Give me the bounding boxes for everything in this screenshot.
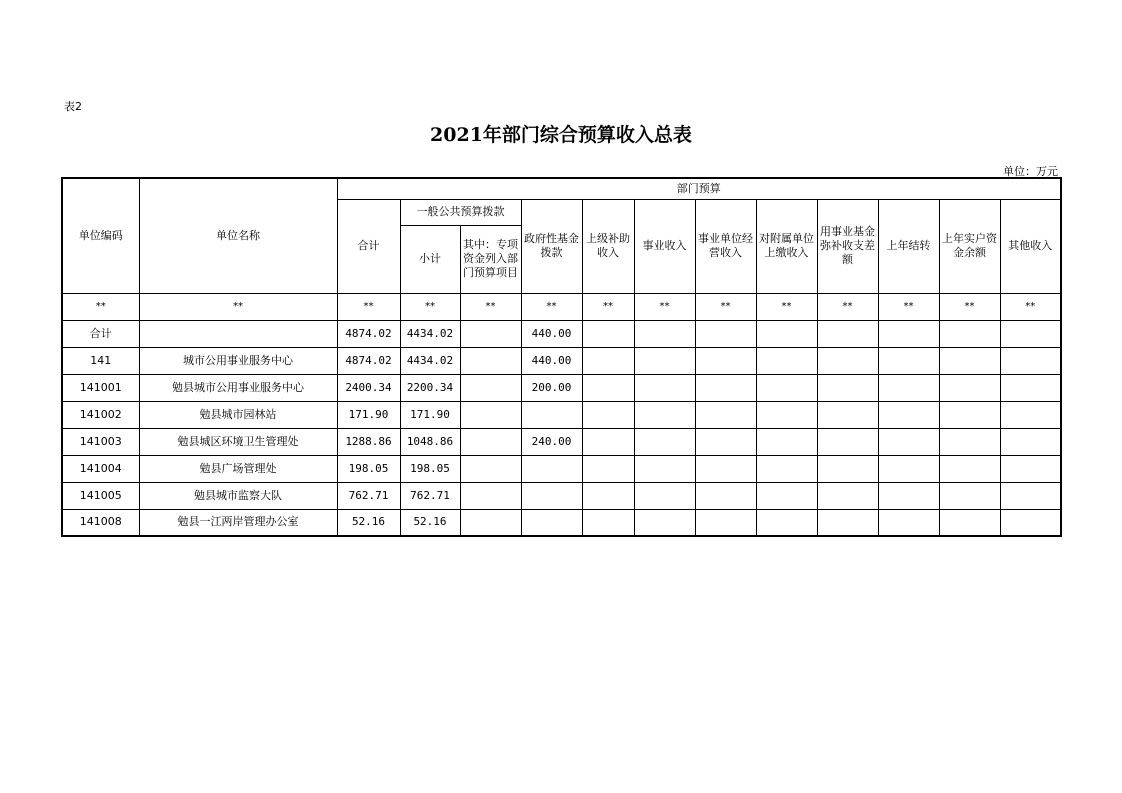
marker-cell: ** <box>756 293 817 320</box>
unit-code-cell: 141008 <box>62 509 139 536</box>
empty-cell <box>695 347 756 374</box>
subtotal-cell: 2200.34 <box>400 374 460 401</box>
subtotal-cell: 4434.02 <box>400 320 460 347</box>
empty-cell <box>756 347 817 374</box>
total-cell: 171.90 <box>337 401 400 428</box>
empty-cell <box>634 347 695 374</box>
total-cell: 762.71 <box>337 482 400 509</box>
total-cell: 4874.02 <box>337 347 400 374</box>
unit-label: 单位：万元 <box>1003 165 1058 178</box>
empty-cell <box>695 374 756 401</box>
special-funds-cell <box>460 320 521 347</box>
empty-cell <box>878 428 939 455</box>
empty-cell <box>1000 347 1061 374</box>
sheet-label: 表2 <box>64 100 82 113</box>
empty-cell <box>817 347 878 374</box>
header-dept-budget: 部门预算 <box>337 178 1061 199</box>
total-cell: 1288.86 <box>337 428 400 455</box>
header-subtotal: 小计 <box>400 225 460 293</box>
gov-fund-cell <box>521 482 582 509</box>
budget-table <box>61 177 1062 537</box>
header-fund-compensation: 用事业基金弥补收支差额 <box>817 199 878 293</box>
special-funds-cell <box>460 482 521 509</box>
empty-cell <box>695 509 756 536</box>
marker-cell: ** <box>939 293 1000 320</box>
marker-cell: ** <box>817 293 878 320</box>
total-cell: 52.16 <box>337 509 400 536</box>
table-row <box>62 509 1061 536</box>
marker-cell: ** <box>1000 293 1061 320</box>
unit-name-cell: 勉县一江两岸管理办公室 <box>139 509 337 536</box>
marker-cell: ** <box>460 293 521 320</box>
empty-cell <box>582 455 634 482</box>
unit-name-cell: 勉县城市监察大队 <box>139 482 337 509</box>
empty-cell <box>878 401 939 428</box>
empty-cell <box>695 428 756 455</box>
page-title: 2021年部门综合预算收入总表 <box>430 124 692 146</box>
empty-cell <box>817 320 878 347</box>
empty-cell <box>1000 509 1061 536</box>
unit-code-cell: 141003 <box>62 428 139 455</box>
empty-cell <box>939 374 1000 401</box>
empty-cell <box>817 374 878 401</box>
total-cell: 2400.34 <box>337 374 400 401</box>
empty-cell <box>634 320 695 347</box>
subtotal-cell: 762.71 <box>400 482 460 509</box>
header-prev-balance: 上年实户资金余额 <box>939 199 1000 293</box>
marker-cell: ** <box>695 293 756 320</box>
empty-cell <box>695 401 756 428</box>
unit-code-cell: 141 <box>62 347 139 374</box>
empty-cell <box>939 428 1000 455</box>
unit-code-cell: 141004 <box>62 455 139 482</box>
table-row <box>62 455 1061 482</box>
empty-cell <box>1000 482 1061 509</box>
header-unit-code: 单位编码 <box>62 178 139 293</box>
gov-fund-cell: 440.00 <box>521 347 582 374</box>
subtotal-cell: 1048.86 <box>400 428 460 455</box>
gov-fund-cell <box>521 455 582 482</box>
empty-cell <box>582 401 634 428</box>
empty-cell <box>817 509 878 536</box>
empty-cell <box>878 482 939 509</box>
header-gov-fund: 政府性基金拨款 <box>521 199 582 293</box>
header-other-income: 其他收入 <box>1000 199 1061 293</box>
header-affiliated-remit: 对附属单位上缴收入 <box>756 199 817 293</box>
marker-cell: ** <box>400 293 460 320</box>
special-funds-cell <box>460 428 521 455</box>
marker-cell: ** <box>878 293 939 320</box>
gov-fund-cell <box>521 509 582 536</box>
header-prev-carryover: 上年结转 <box>878 199 939 293</box>
table-row <box>62 401 1061 428</box>
empty-cell <box>582 347 634 374</box>
empty-cell <box>1000 320 1061 347</box>
empty-cell <box>582 509 634 536</box>
unit-name-cell: 勉县城市园林站 <box>139 401 337 428</box>
unit-code-cell: 141001 <box>62 374 139 401</box>
empty-cell <box>878 320 939 347</box>
unit-name-cell: 勉县城区环境卫生管理处 <box>139 428 337 455</box>
empty-cell <box>582 482 634 509</box>
empty-cell <box>695 482 756 509</box>
empty-cell <box>582 320 634 347</box>
total-cell: 198.05 <box>337 455 400 482</box>
gov-fund-cell: 200.00 <box>521 374 582 401</box>
subtotal-cell: 52.16 <box>400 509 460 536</box>
unit-name-cell <box>139 320 337 347</box>
subtotal-cell: 171.90 <box>400 401 460 428</box>
unit-code-cell: 141005 <box>62 482 139 509</box>
header-unit-name: 单位名称 <box>139 178 337 293</box>
unit-code-cell: 141002 <box>62 401 139 428</box>
empty-cell <box>1000 455 1061 482</box>
empty-cell <box>878 509 939 536</box>
unit-name-cell: 勉县广场管理处 <box>139 455 337 482</box>
special-funds-cell <box>460 374 521 401</box>
empty-cell <box>756 455 817 482</box>
empty-cell <box>939 401 1000 428</box>
gov-fund-cell <box>521 401 582 428</box>
empty-cell <box>756 401 817 428</box>
special-funds-cell <box>460 509 521 536</box>
unit-name-cell: 城市公用事业服务中心 <box>139 347 337 374</box>
header-business-income: 事业收入 <box>634 199 695 293</box>
table-row <box>62 347 1061 374</box>
empty-cell <box>756 509 817 536</box>
empty-cell <box>1000 428 1061 455</box>
unit-code-cell: 合计 <box>62 320 139 347</box>
empty-cell <box>939 482 1000 509</box>
empty-cell <box>634 455 695 482</box>
empty-cell <box>939 509 1000 536</box>
empty-cell <box>1000 374 1061 401</box>
marker-cell: ** <box>582 293 634 320</box>
empty-cell <box>1000 401 1061 428</box>
empty-cell <box>695 320 756 347</box>
empty-cell <box>878 374 939 401</box>
empty-cell <box>817 401 878 428</box>
empty-cell <box>634 428 695 455</box>
empty-cell <box>582 374 634 401</box>
marker-cell: ** <box>139 293 337 320</box>
table-body <box>62 320 1061 536</box>
total-cell: 4874.02 <box>337 320 400 347</box>
empty-cell <box>878 347 939 374</box>
special-funds-cell <box>460 401 521 428</box>
empty-cell <box>756 428 817 455</box>
empty-cell <box>634 509 695 536</box>
header-superior-subsidy: 上级补助收入 <box>582 199 634 293</box>
empty-cell <box>817 428 878 455</box>
header-total: 合计 <box>337 199 400 293</box>
table-row <box>62 482 1061 509</box>
table-row <box>62 320 1061 347</box>
subtotal-cell: 4434.02 <box>400 347 460 374</box>
empty-cell <box>634 482 695 509</box>
empty-cell <box>634 374 695 401</box>
subtotal-cell: 198.05 <box>400 455 460 482</box>
empty-cell <box>939 320 1000 347</box>
empty-cell <box>582 428 634 455</box>
empty-cell <box>756 320 817 347</box>
empty-cell <box>695 455 756 482</box>
empty-cell <box>634 401 695 428</box>
empty-cell <box>878 455 939 482</box>
unit-name-cell: 勉县城市公用事业服务中心 <box>139 374 337 401</box>
table-row <box>62 428 1061 455</box>
empty-cell <box>817 455 878 482</box>
marker-cell: ** <box>521 293 582 320</box>
special-funds-cell <box>460 347 521 374</box>
marker-cell: ** <box>337 293 400 320</box>
empty-cell <box>756 374 817 401</box>
header-general-public: 一般公共预算拨款 <box>400 199 521 225</box>
marker-cell: ** <box>62 293 139 320</box>
marker-cell: ** <box>634 293 695 320</box>
gov-fund-cell: 240.00 <box>521 428 582 455</box>
header-special-funds: 其中：专项资金列入部门预算项目 <box>460 225 521 293</box>
special-funds-cell <box>460 455 521 482</box>
empty-cell <box>756 482 817 509</box>
empty-cell <box>939 347 1000 374</box>
empty-cell <box>939 455 1000 482</box>
table-row <box>62 374 1061 401</box>
header-business-operation: 事业单位经营收入 <box>695 199 756 293</box>
gov-fund-cell: 440.00 <box>521 320 582 347</box>
empty-cell <box>817 482 878 509</box>
